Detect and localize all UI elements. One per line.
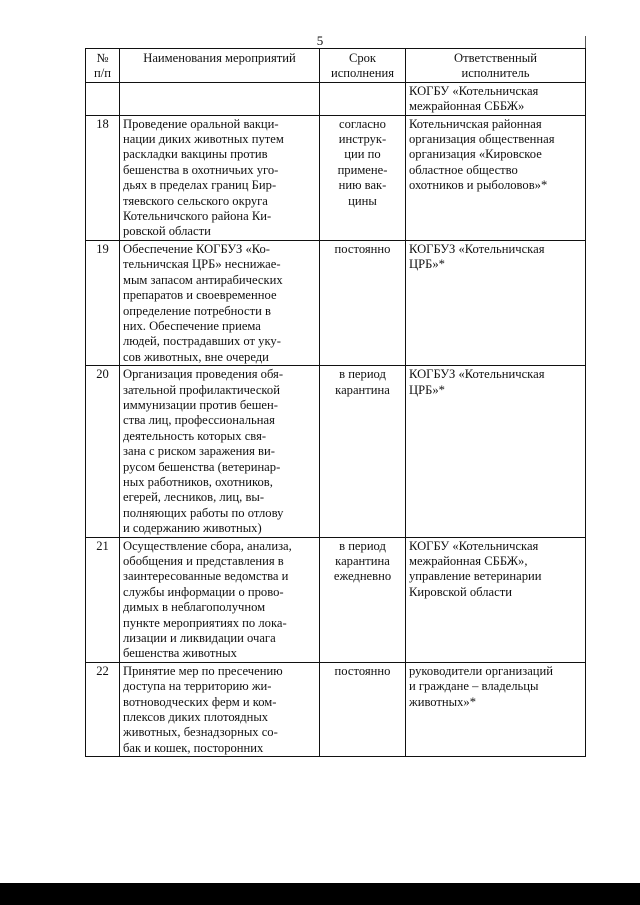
cell-term: постоянно [320, 240, 406, 365]
cell-term [320, 82, 406, 115]
page-number: 5 [316, 33, 324, 48]
table-row [86, 537, 586, 662]
cell-num: 20 [86, 366, 120, 537]
header-name: Наименования мероприятий [120, 49, 320, 83]
table-row [86, 662, 586, 756]
cell-resp: Котельничская районная организация общественная организация «Кировское областное общество охотников и рыболовов»* [406, 115, 586, 240]
header-resp: Ответственный исполнитель [406, 49, 586, 83]
scan-edge-bar [0, 883, 640, 905]
margin-mark [585, 36, 586, 48]
cell-name [120, 82, 320, 115]
cell-resp: КОГБУЗ «Котельничская ЦРБ»* [406, 240, 586, 365]
cell-term: в период карантина ежедневно [320, 537, 406, 662]
cell-num [86, 82, 120, 115]
cell-name: Принятие мер по пресечению доступа на территорию жи- вотноводческих ферм и ком- плексов диких плотоядных животных, безнадзорных со- бак и кошек, посторонних [120, 662, 320, 756]
cell-term: согласно инструк- ции по примене- нию вак- цины [320, 115, 406, 240]
cell-name: Организация проведения обя- зательной профилактической иммунизации против бешен- ства лиц, профессиональная деятельность которых свя- зана с риском заражения ви- русом бешенства (ветеринар- ных работников, охотников, егерей, лесников, лиц, вы- полняющих работы по отлову и содержанию животных) [120, 366, 320, 537]
cell-resp: КОГБУЗ «Котельничская ЦРБ»* [406, 366, 586, 537]
cell-resp: КОГБУ «Котельничская межрайонная СББЖ», управление ветеринарии Кировской области [406, 537, 586, 662]
table-row [86, 240, 586, 365]
cell-num: 19 [86, 240, 120, 365]
table-header-row [86, 49, 586, 83]
cell-name: Осуществление сбора, анализа, обобщения и представления в заинтересованные ведомства и службы информации о прово- димых в неблагополучном пункте мероприятиях по лока- лизации и ликвидации очага бешенства животных [120, 537, 320, 662]
events-table [85, 48, 586, 757]
cell-num: 18 [86, 115, 120, 240]
cell-term: в период карантина [320, 366, 406, 537]
cell-num: 22 [86, 662, 120, 756]
table-row [86, 115, 586, 240]
cell-name: Проведение оральной вакци- нации диких животных путем раскладки вакцины против бешенства в охотничьих уго- дьях в пределах границ Бир- тяевского сельского округа Котельничского района Ки- ровской области [120, 115, 320, 240]
table-row [86, 366, 586, 537]
cell-resp: руководители организаций и граждане – владельцы животных»* [406, 662, 586, 756]
header-num: № п/п [86, 49, 120, 83]
cell-name: Обеспечение КОГБУЗ «Ко- тельничская ЦРБ» неснижае- мым запасом антирабических препаратов и своевременное определение потребности в них. Обеспечение приема людей, пострадавших от уку- сов животных, вне очереди [120, 240, 320, 365]
header-term: Срок исполнения [320, 49, 406, 83]
cell-term: постоянно [320, 662, 406, 756]
cell-resp: КОГБУ «Котельничская межрайонная СББЖ» [406, 82, 586, 115]
table-row-continuation [86, 82, 586, 115]
cell-num: 21 [86, 537, 120, 662]
